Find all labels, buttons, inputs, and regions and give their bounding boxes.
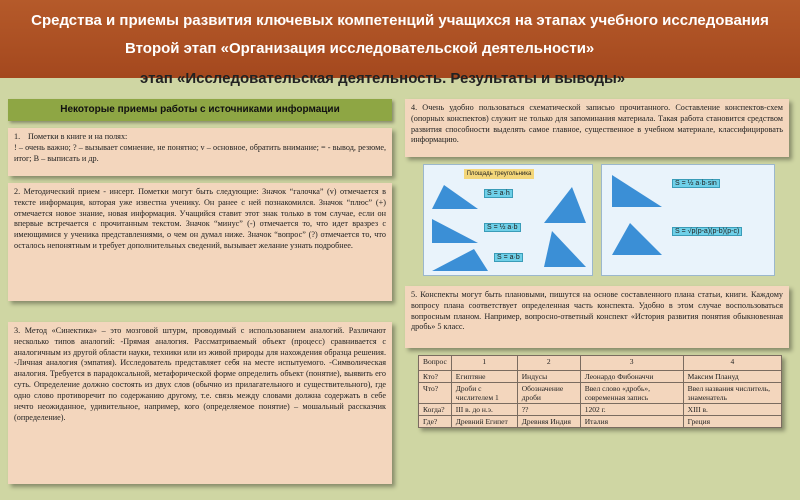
table-row: [419, 383, 782, 404]
tip-1-text: ! – очень важно; ? – вызывает сомнение, не понятно; v – основное, обратить внимание; = - вывод, резюме, итог; В – выписать и др.: [14, 142, 386, 163]
table-cell: Леонардо Фибоначчи: [580, 371, 683, 383]
triangle-icon: [430, 217, 480, 245]
step-subtitle: этап «Исследовательская деятельность. Результаты и выводы»: [140, 70, 626, 87]
table-header-cell: Вопрос: [419, 356, 452, 371]
table-header-cell: 2: [517, 356, 580, 371]
tip-3-text: 3. Метод «Синектика» – это мозговой штурм, проводимый с использованием аналогий. Различают несколько типов аналогий: -Прямая аналогия. Рассматриваемый объект (процесс) сравнивается с аналогичным из другой области науки, техники или из живой природы для нахождения образца решения. -Личная аналогия (эмпатия). Исследователь представляет себя на месте испытуемого. -Символическая аналогия. Требуется в парадоксальной, метафорической форме определить объект (понятие), выявить его суть. Определение должно состоять из двух слов (обычно из прилагательного и существительного), где одно слово противоречит по содержанию другому, т.е. связь между словами должна содержать в себе нечто неожиданное, удивительное, например, кого (определяемое понятие) – мошальный рассказчик (определение).: [14, 326, 386, 422]
tip-5-text: 5. Конспекты могут быть плановыми, пишутся на основе составленного плана статьи, книги. Каждому вопросу плана соответствует определенная часть конспекта. Удобно в этом случае воспользоваться вопросным планом. Например, вопросно-ответный конспект «История развития понятия обыкновенная дробь» 5 класс.: [411, 290, 783, 332]
slide-triangle-area: [423, 164, 593, 276]
formula: S = a·h: [484, 189, 513, 198]
triangle-icon: [610, 173, 664, 209]
page-title: Средства и приемы развития ключевых компетенций учащихся на этапах учебного исследования: [31, 12, 769, 29]
stage-subtitle: Второй этап «Организация исследовательской деятельности»: [125, 40, 595, 57]
tip-4-text: 4. Очень удобно пользоваться схематической записью прочитанного. Составление конспектов-схем (опорных конспектов) служит не только для запоминания материала. Такая работа становится средством развития способности выделять самое главное, существенное в учебном материале, классифицировать информацию.: [411, 103, 783, 145]
table-cell: Где?: [419, 416, 452, 428]
table-header-cell: 4: [683, 356, 781, 371]
tip-box-1: [8, 128, 392, 176]
question-plan-table: [418, 355, 782, 428]
table-cell: ??: [517, 404, 580, 416]
slide-title: Площадь треугольника: [464, 169, 534, 179]
table-cell: III в. до н.э.: [451, 404, 517, 416]
table-cell: Когда?: [419, 404, 452, 416]
tip-box-3: [8, 322, 392, 484]
formula: S = ½ a·b·sin: [672, 179, 720, 188]
triangle-icon: [430, 183, 480, 211]
triangle-icon: [542, 185, 588, 225]
table-header-row: [419, 356, 782, 371]
triangle-icon: [542, 229, 588, 269]
table-cell: Индусы: [517, 371, 580, 383]
table-header-cell: 1: [451, 356, 517, 371]
list-number: 1.: [14, 132, 21, 141]
tip-box-4: [405, 99, 789, 157]
table-cell: Древняя Индия: [517, 416, 580, 428]
formula: S = a·b: [494, 253, 523, 262]
table-cell: Максим Плануд: [683, 371, 781, 383]
table-cell: Италия: [580, 416, 683, 428]
schematic-notes-image: [423, 164, 773, 274]
table-row: [419, 371, 782, 383]
table-cell: Что?: [419, 383, 452, 404]
table-cell: Обозначение дроби: [517, 383, 580, 404]
table-cell: Кто?: [419, 371, 452, 383]
tip-2-text: 2. Методический прием - инсерт. Пометки могут быть следующие: Значок “галочка” (v) отмечается в тексте информация, которая уже известна ученику. Он ранее с ней познакомился. Значок “плюс” (+) отмечается новое знание, новая информация. Учащийся ставит этот знак только в том случае, если он впервые встречается с прочитанным текстом. Значок “минус” (-) отмечается то, что идет вразрез с имеющимися у ученика представлениями, о чем он думал ниже. Значок “вопрос” (?) отмечается то, что осталось непонятным и требует дополнительных сведений, вызывает желание узнать подробнее.: [14, 187, 386, 251]
table-cell: Ввел названия числитель, знаменатель: [683, 383, 781, 404]
triangle-icon: [610, 221, 664, 257]
table-cell: Ввел слово «дробь», современная запись: [580, 383, 683, 404]
table-cell: Древний Египет: [451, 416, 517, 428]
table-cell: Греция: [683, 416, 781, 428]
formula: S = ½ a·b: [484, 223, 521, 232]
table-row: [419, 404, 782, 416]
table-header-cell: 3: [580, 356, 683, 371]
tip-1-heading: Пометки в книге и на полях:: [28, 132, 128, 141]
left-section-heading: Некоторые приемы работы с источниками информации: [8, 99, 392, 121]
formula: S = √p(p-a)(p-b)(p-c): [672, 227, 742, 236]
table-cell: Египтяне: [451, 371, 517, 383]
table-cell: 1202 г.: [580, 404, 683, 416]
tip-box-2: [8, 183, 392, 301]
tip-box-5: [405, 286, 789, 348]
slide-triangle-formulas: [601, 164, 775, 276]
table-cell: XIII в.: [683, 404, 781, 416]
table-cell: Дроби с числителем 1: [451, 383, 517, 404]
triangle-icon: [430, 247, 490, 273]
table-row: [419, 416, 782, 428]
